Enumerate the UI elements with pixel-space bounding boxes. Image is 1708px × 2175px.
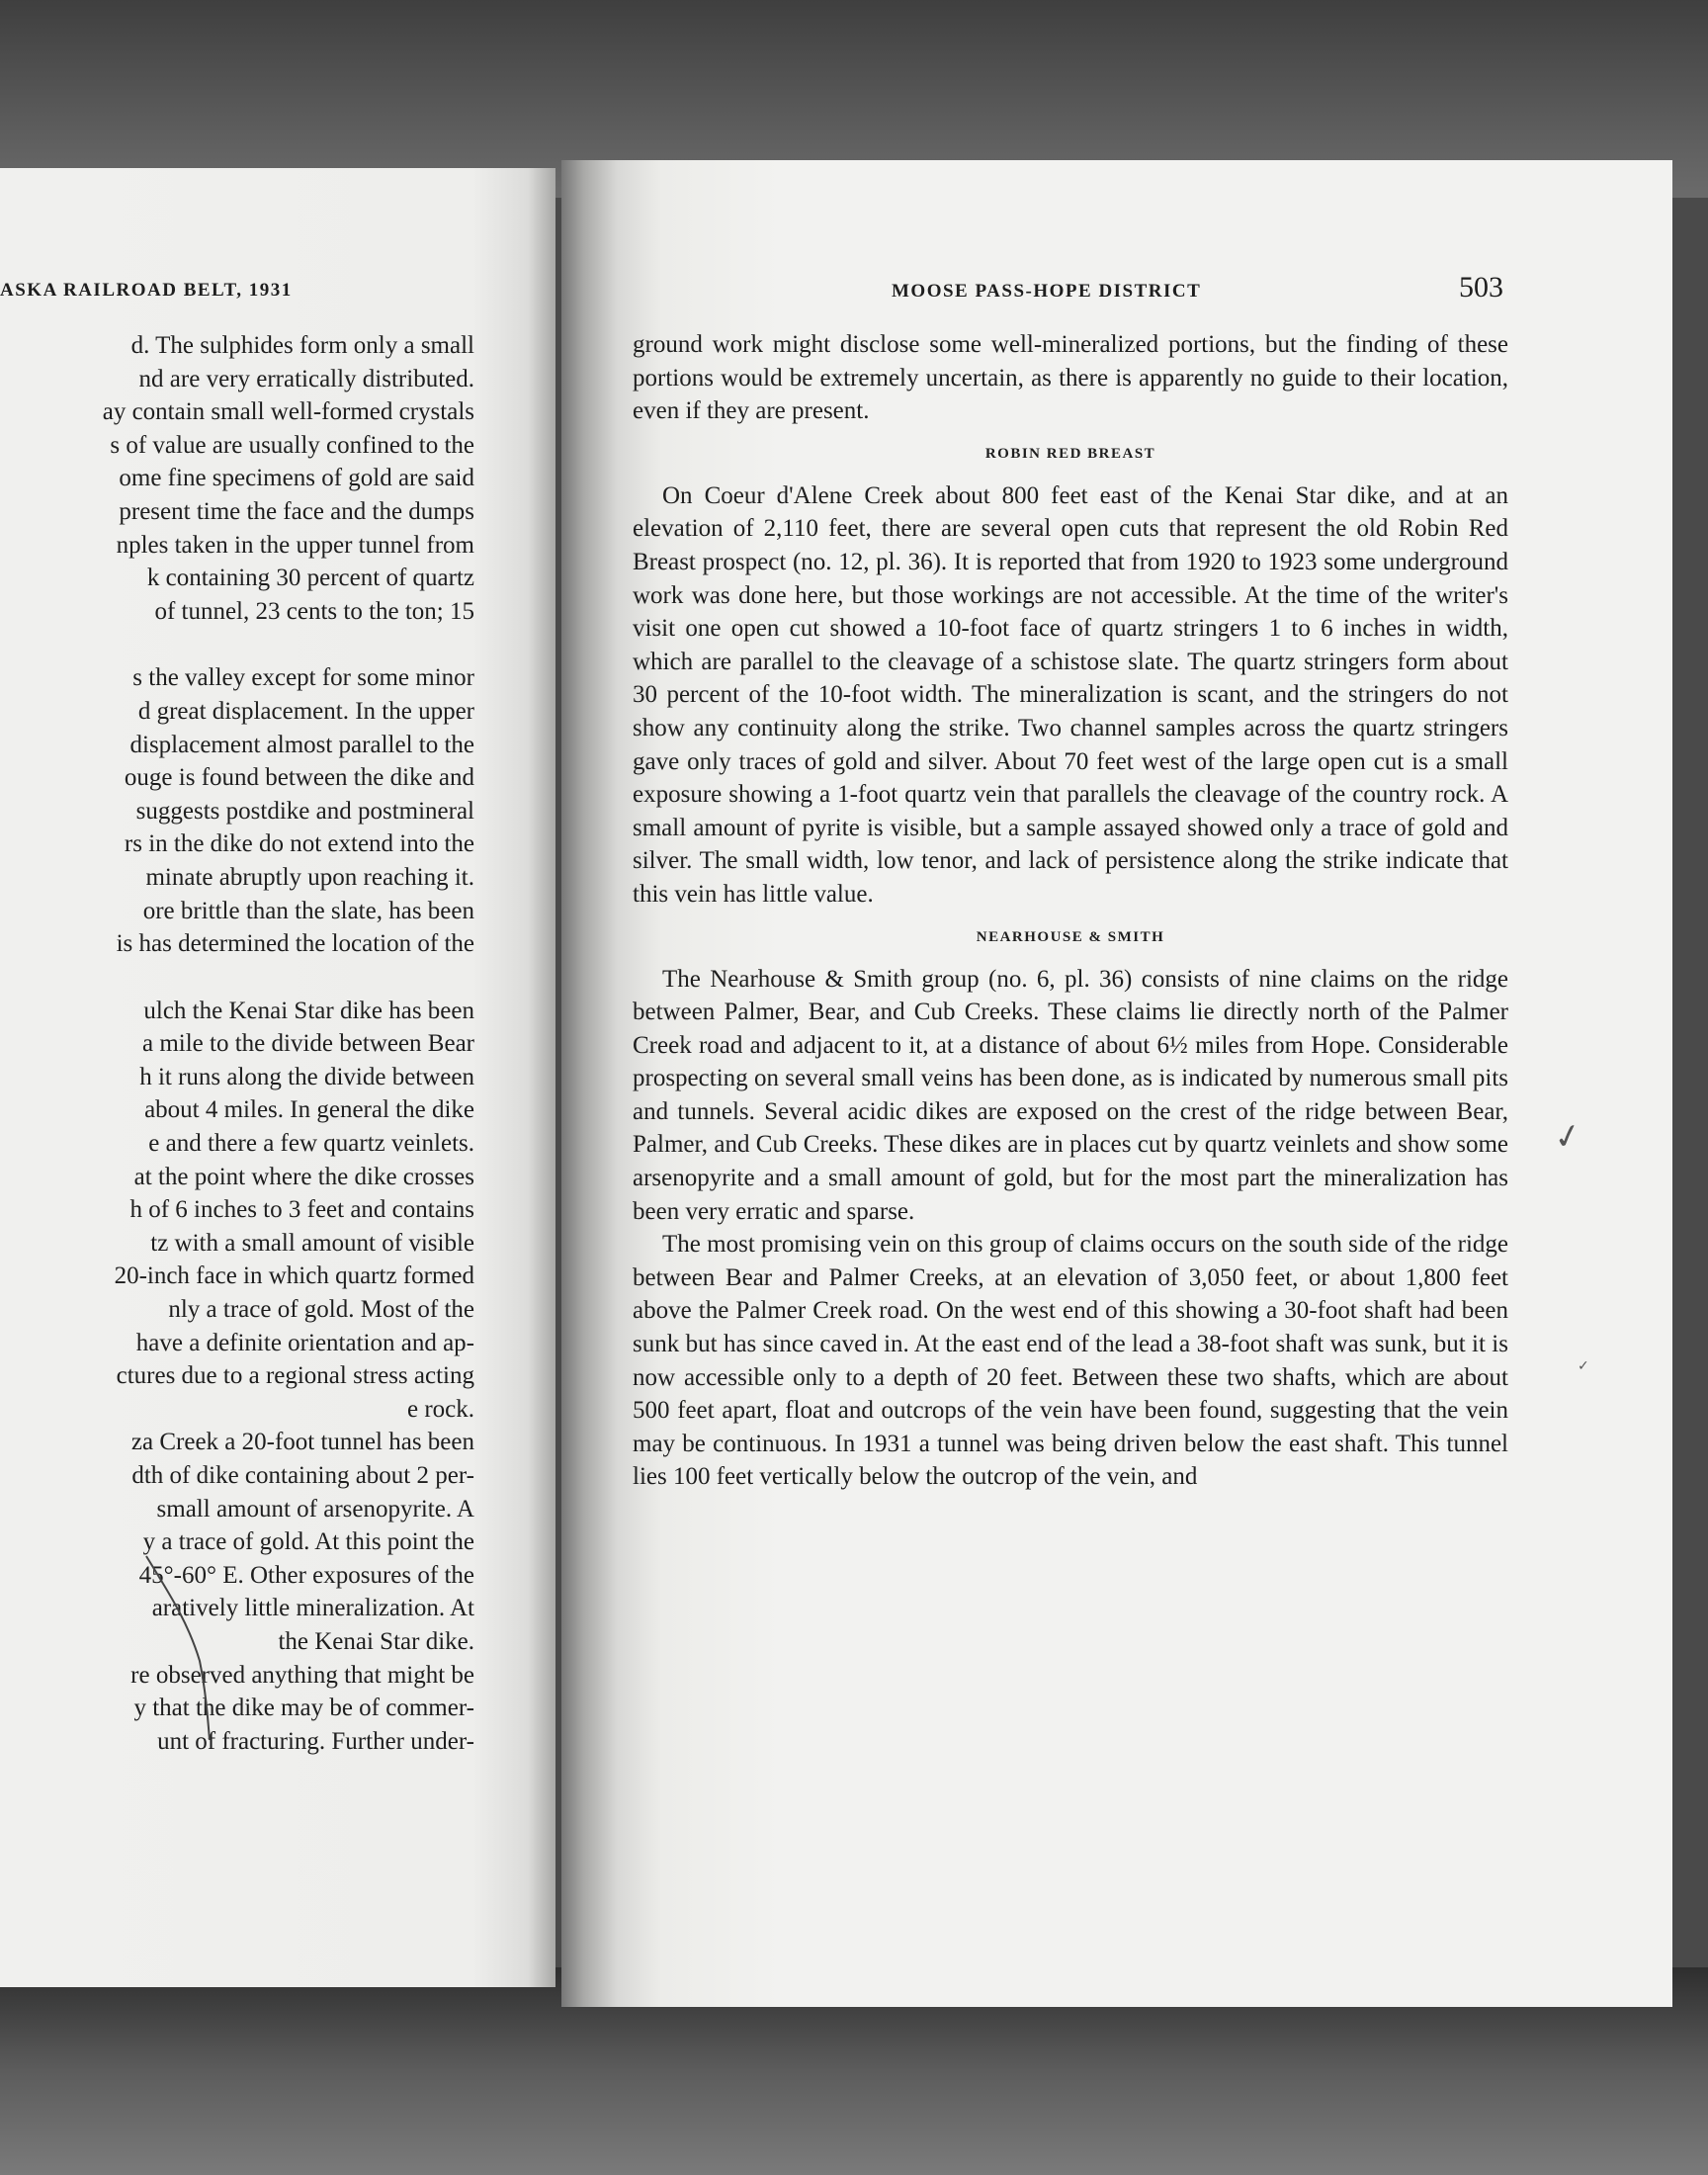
left-text-line: 20-inch face in which quartz formed — [114, 1262, 474, 1290]
left-page-text-column — [0, 329, 474, 1758]
left-text-line: tz with a small amount of visible — [150, 1229, 474, 1257]
left-text-line: aratively little mineralization. At — [151, 1595, 474, 1622]
left-text-line: ouge is found between the dike and — [124, 764, 474, 792]
left-text-line: nd are very erratically distributed. — [138, 365, 474, 392]
left-text-line: is has determined the location of the — [116, 930, 474, 958]
left-text-line: displacement almost parallel to the — [129, 731, 474, 758]
left-text-line: a mile to the divide between Bear — [142, 1030, 474, 1058]
left-text-line: ome fine specimens of gold are said — [119, 465, 474, 492]
intro-paragraph: ground work might disclose some well-mineralized portions, but the finding of these portions would be extremely uncertain, as there is apparently no guide to their location, even if they are present. — [633, 331, 1508, 425]
pencil-small-tick-icon: ✓ — [1578, 1358, 1589, 1374]
right-page-text-column — [633, 328, 1508, 1494]
pencil-curve-mark — [128, 1552, 247, 1750]
left-text-line: h it runs along the divide between — [139, 1063, 474, 1090]
left-text-line: 45°-60° E. Other exposures of the — [138, 1561, 474, 1589]
left-text-line: e rock. — [406, 1395, 474, 1423]
left-text-line: y that the dike may be of commer- — [133, 1695, 474, 1722]
left-text-line: at the point where the dike crosses — [133, 1163, 474, 1190]
left-text-line: e and there a few quartz veinlets. — [148, 1130, 474, 1158]
robin-red-breast-paragraph: On Coeur d'Alene Creek about 800 feet east of the Kenai Star dike, and at an elevation of 2,110 feet, there are several open cuts that represent the old Robin Red Breast prospect (no. 12, pl. 36). It is reported that from 1920 to 1923 some underground work was done here, but those workings are not accessible. At the time of the writer's visit one open cut showed a 10-foot face of quartz stringers 1 to 6 inches in width, which are parallel to the cleavage of a schistose slate. The quartz stringers form about 30 percent of the 10-foot width. The mineralization is scant, and the stringers do not show any continuity along the strike. Two channel samples across the quartz stringers gave only traces of gold and silver. About 70 feet west of the large open cut is a small exposure showing a 1-foot quartz vein that parallels the cleavage of the country rock. A small amount of pyrite is visible, but a sample assayed showed only a trace of gold and silver. The small width, low tenor, and lack of persistence along the strike indicate that this vein has little value. — [633, 481, 1508, 908]
left-text-line: suggests postdike and postmineral — [135, 797, 474, 825]
left-text-line: the Kenai Star dike. — [278, 1627, 474, 1655]
left-text-line: ore brittle than the slate, has been — [142, 897, 474, 924]
paragraph-gap — [0, 628, 474, 661]
nearhouse-smith-paragraph-1: The Nearhouse & Smith group (no. 6, pl. 36) consists of nine claims on the ridge between Palmer, Bear, and Cub Creeks. These claims lie directly north of the Palmer Creek road and adjacent to it, at a distance of about 6½ miles from Hope. Considerable prospecting on several small veins has been done, as is indicated by numerous small pits and tunnels. Several acidic dikes are exposed on the crest of the ridge between Bear, Palmer, and Cub Creeks. These dikes are in places cut by quartz veinlets and show some arsenopyrite and a small amount of gold, but for the most part the mineralization has been very erratic and sparse. — [633, 965, 1508, 1225]
left-text-line: ctures due to a regional stress acting — [116, 1362, 474, 1390]
left-text-line: about 4 miles. In general the dike — [144, 1096, 474, 1124]
left-text-line: s the valley except for some minor — [132, 664, 474, 692]
left-text-line: rs in the dike do not extend into the — [124, 830, 474, 858]
section-heading-nearhouse-smith: NEARHOUSE & SMITH — [976, 928, 1165, 945]
left-text-line: of tunnel, 23 cents to the ton; 15 — [154, 597, 474, 625]
left-text-line: d. The sulphides form only a small — [130, 332, 474, 359]
paragraph-gap — [0, 961, 474, 995]
left-text-line: d great displacement. In the upper — [137, 697, 474, 725]
left-text-line: h of 6 inches to 3 feet and contains — [129, 1196, 474, 1224]
left-text-line: y a trace of gold. At this point the — [142, 1528, 474, 1556]
left-text-line: have a definite orientation and ap- — [135, 1329, 474, 1356]
left-text-line: re observed anything that might be — [130, 1661, 474, 1689]
left-running-head: ASKA RAILROAD BELT, 1931 — [0, 280, 293, 301]
left-text-line: za Creek a 20-foot tunnel has been — [130, 1429, 474, 1456]
left-text-line: present time the face and the dumps — [119, 497, 474, 525]
left-text-line: dth of dike containing about 2 per- — [131, 1462, 474, 1489]
left-text-line: ulch the Kenai Star dike has been — [143, 997, 474, 1024]
left-text-line: nples taken in the upper tunnel from — [116, 531, 474, 559]
left-text-line: ay contain small well-formed crystals — [102, 398, 474, 426]
page-number: 503 — [1459, 271, 1503, 304]
left-page — [0, 168, 555, 1987]
right-page — [561, 160, 1672, 2007]
left-text-line: k containing 30 percent of quartz — [146, 565, 474, 592]
pencil-check-mark-icon: ✓ — [1550, 1114, 1586, 1160]
nearhouse-smith-paragraph-2: The most promising vein on this group of claims occurs on the south side of the ridge between Bear and Palmer Creeks, at an elevation of 3,050 feet, or about 1,800 feet above the Palmer Creek road. On the west end of this showing a 30-foot shaft had been sunk but has since caved in. At the east end of the lead a 38-foot shaft was sunk, but it is now accessible only to a depth of 20 feet. Between these two shafts, which are about 500 feet apart, float and outcrops of the vein have been found, suggesting that the vein may be continuous. In 1931 a tunnel was being driven below the east shaft. This tunnel lies 100 feet vertically below the outcrop of the vein, and — [633, 1231, 1508, 1491]
right-running-head: MOOSE PASS-HOPE DISTRICT — [892, 281, 1202, 302]
left-text-line: small amount of arsenopyrite. A — [156, 1495, 474, 1522]
left-text-line: nly a trace of gold. Most of the — [168, 1296, 474, 1324]
left-text-line: minate abruptly upon reaching it. — [145, 863, 474, 891]
left-text-line: unt of fracturing. Further under- — [157, 1727, 474, 1755]
left-text-line: s of value are usually confined to the — [110, 431, 474, 459]
section-heading-robin-red-breast: ROBIN RED BREAST — [984, 445, 1156, 462]
